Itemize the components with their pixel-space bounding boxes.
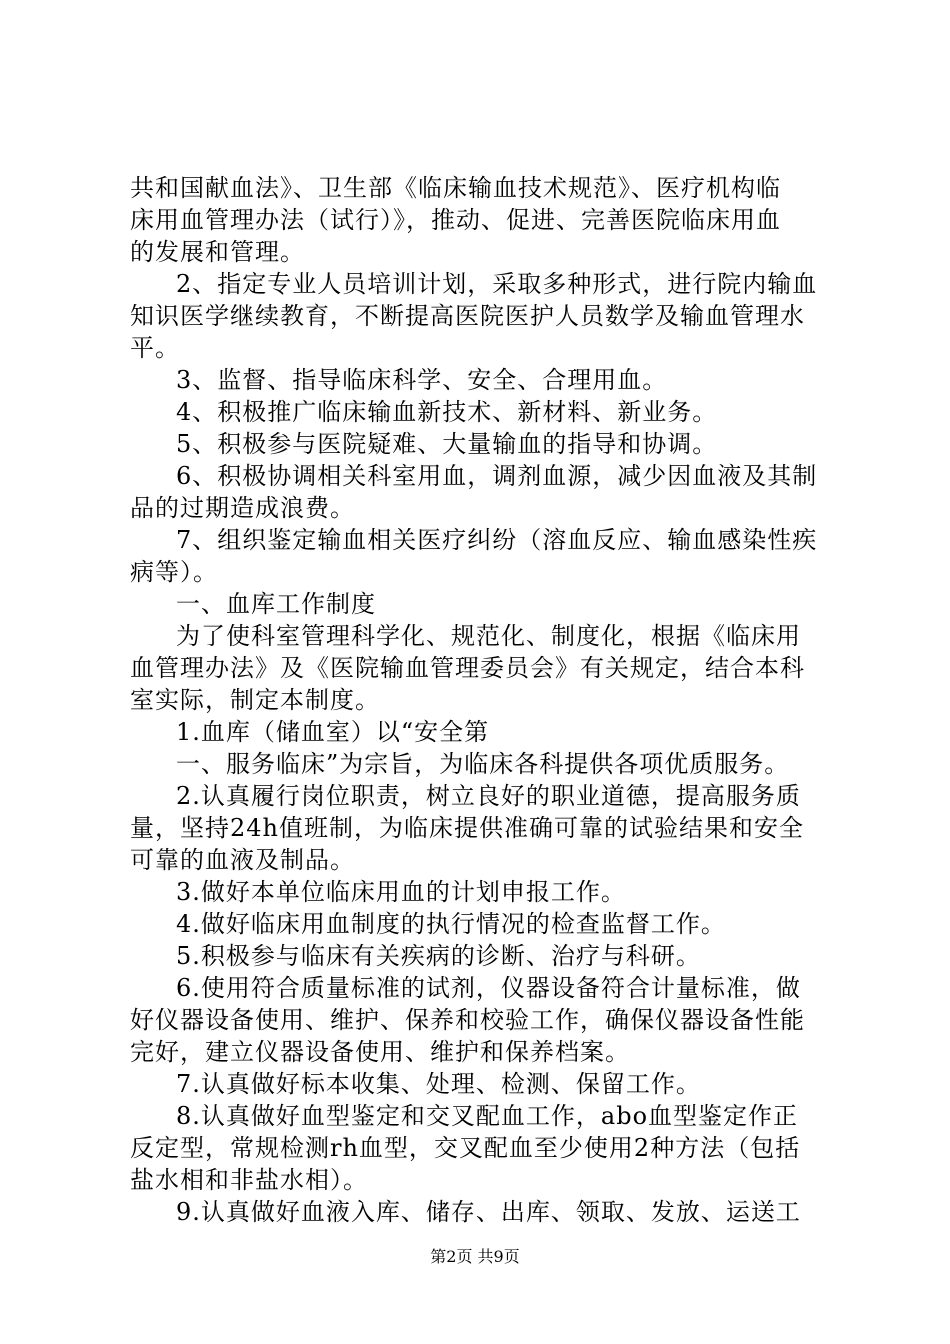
text-line: 2.认真履行岗位职责，树立良好的职业道德，提高服务质 bbox=[176, 782, 801, 810]
text-line: 盐水相和非盐水相）。 bbox=[130, 1166, 368, 1194]
text-line: 的发展和管理。 bbox=[130, 238, 305, 266]
text-line: 1.血库（储血室）以“安全第 bbox=[176, 718, 490, 746]
text-line: 3、监督、指导临床科学、安全、合理用血。 bbox=[176, 366, 668, 394]
text-line: 量，坚持24h值班制，为临床提供准确可靠的试验结果和安全 bbox=[130, 814, 804, 842]
text-line: 3.做好本单位临床用血的计划申报工作。 bbox=[176, 878, 626, 906]
section-heading: 一、血库工作制度 bbox=[176, 590, 376, 618]
text-line: 共和国献血法》、卫生部《临床输血技术规范》、医疗机构临 bbox=[130, 174, 781, 202]
text-line: 反定型，常规检测rh血型，交叉配血至少使用2种方法（包括 bbox=[130, 1134, 801, 1162]
text-line: 平。 bbox=[130, 334, 180, 362]
text-line: 一、服务临床”为宗旨，为临床各科提供各项优质服务。 bbox=[176, 750, 790, 778]
text-line: 为了使科室管理科学化、规范化、制度化，根据《临床用 bbox=[176, 622, 801, 650]
text-line: 2、指定专业人员培训计划，采取多种形式，进行院内输血 bbox=[176, 270, 818, 298]
text-line: 室实际，制定本制度。 bbox=[130, 686, 380, 714]
text-line: 5.积极参与临床有关疾病的诊断、治疗与科研。 bbox=[176, 942, 701, 970]
text-line: 9.认真做好血液入库、储存、出库、领取、发放、运送工 bbox=[176, 1198, 801, 1226]
text-line: 6.使用符合质量标准的试剂，仪器设备符合计量标准，做 bbox=[176, 974, 801, 1002]
text-line: 病等）。 bbox=[130, 558, 218, 586]
document-body bbox=[130, 172, 830, 1228]
text-line: 4.做好临床用血制度的执行情况的检查监督工作。 bbox=[176, 910, 726, 938]
page-footer bbox=[0, 1247, 950, 1267]
text-line: 7.认真做好标本收集、处理、检测、保留工作。 bbox=[176, 1070, 701, 1098]
text-line: 床用血管理办法（试行）》，推动、促进、完善医院临床用血 bbox=[130, 206, 781, 234]
text-line: 7、组织鉴定输血相关医疗纠纷（溶血反应、输血感染性疾 bbox=[176, 526, 818, 554]
text-line: 完好，建立仪器设备使用、维护和保养档案。 bbox=[130, 1038, 630, 1066]
text-line: 知识医学继续教育，不断提高医院医护人员数学及输血管理水 bbox=[130, 302, 805, 330]
text-line: 可靠的血液及制品。 bbox=[130, 846, 355, 874]
text-line: 血管理办法》及《医院输血管理委员会》有关规定，结合本科 bbox=[130, 654, 805, 682]
text-line: 品的过期造成浪费。 bbox=[130, 494, 355, 522]
text-line: 4、积极推广临床输血新技术、新材料、新业务。 bbox=[176, 398, 718, 426]
text-line: 5、积极参与医院疑难、大量输血的指导和协调。 bbox=[176, 430, 718, 458]
text-line: 好仪器设备使用、维护、保养和校验工作，确保仪器设备性能 bbox=[130, 1006, 805, 1034]
page-number: 第2页 共9页 bbox=[430, 1247, 520, 1266]
text-line: 8.认真做好血型鉴定和交叉配血工作，abo血型鉴定作正 bbox=[176, 1102, 799, 1130]
text-line: 6、积极协调相关科室用血，调剂血源，减少因血液及其制 bbox=[176, 462, 818, 490]
